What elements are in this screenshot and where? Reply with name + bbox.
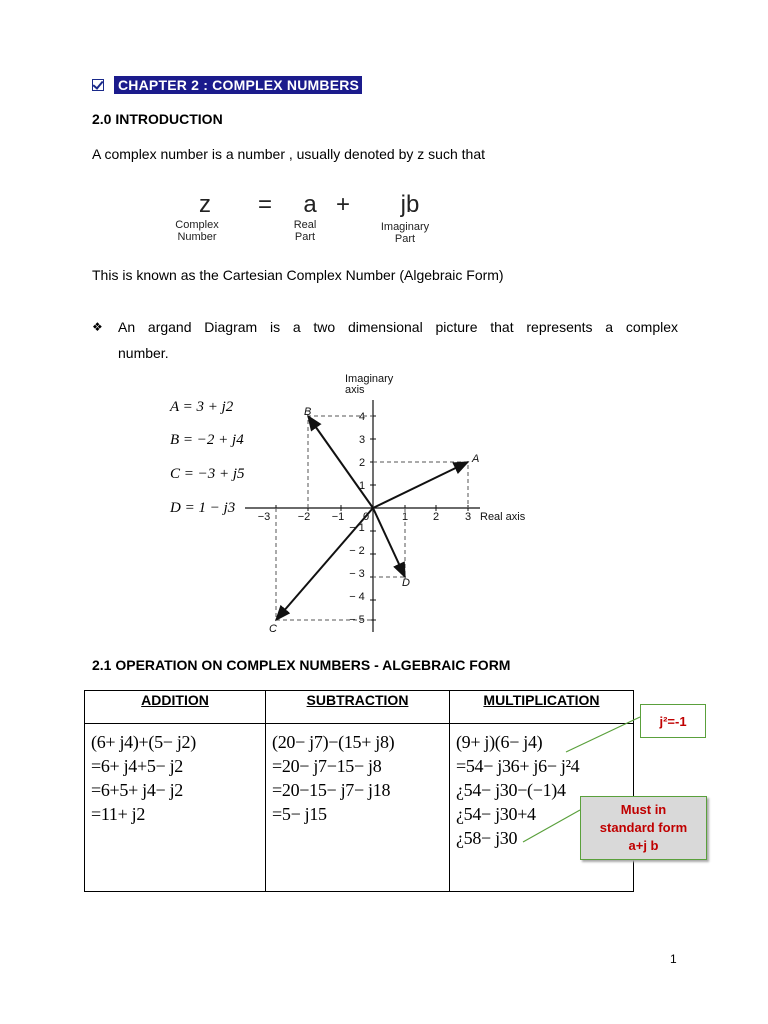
formula-plus: + (335, 191, 351, 218)
label-number: Number (177, 231, 217, 243)
point-label-b: B (304, 406, 312, 418)
connector-j2 (566, 717, 640, 752)
y-tick: 2 (358, 457, 366, 469)
point-label-d: D (402, 577, 410, 589)
y-tick: 1 (358, 480, 366, 492)
chapter-title: CHAPTER 2 : COMPLEX NUMBERS (114, 76, 362, 94)
standard-line-2: standard form (599, 820, 688, 835)
section-2-1-heading: 2.1 OPERATION ON COMPLEX NUMBERS - ALGEBRAIC FORM (92, 657, 511, 673)
formula-z: z (199, 191, 211, 218)
multiplication-line: ¿54− j30+4 (455, 804, 536, 824)
formula-eq: = (257, 191, 273, 218)
equation-d: D = 1 − j3 (170, 500, 236, 516)
multiplication-line: (9+ j)(6− j4) (455, 732, 543, 752)
y-tick: 4 (358, 411, 366, 423)
header-multiplication: MULTIPLICATION (449, 691, 633, 724)
standard-line-1: Must in (620, 802, 667, 817)
subtraction-line: =20−15− j7− j18 (272, 780, 391, 800)
formula-a: a (303, 191, 317, 218)
bullet-line-1: An argand Diagram is a two dimensional picture that represents a complex (118, 319, 678, 335)
addition-line: (6+ j4)+(5− j2) (91, 732, 196, 752)
j-squared-text: j²=-1 (659, 713, 687, 729)
y-tick: − 4 (349, 591, 365, 603)
subtraction-line: (20− j7)−(15+ j8) (272, 732, 395, 752)
equation-c: C = −3 + j5 (170, 466, 245, 482)
imag-axis-label-1: Imaginary (345, 373, 394, 385)
x-tick: 3 (464, 511, 472, 523)
equation-a: A = 3 + j2 (170, 399, 234, 415)
point-label-c: C (269, 623, 277, 635)
subtraction-line: =20− j7−15− j8 (272, 756, 382, 776)
addition-line: =6+ j4+5− j2 (91, 756, 184, 776)
subtraction-line: =5− j15 (272, 804, 327, 824)
label-imaginary: Imaginary (380, 221, 430, 233)
multiplication-line: ¿58− j30 (455, 828, 518, 848)
x-tick: −3 (257, 511, 271, 523)
x-tick: 2 (432, 511, 440, 523)
addition-line: =11+ j2 (91, 804, 146, 824)
x-tick: −1 (331, 511, 345, 523)
label-real: Real (293, 219, 317, 231)
bullet-line-2: number. (118, 345, 169, 361)
connector-standard (523, 810, 580, 842)
header-addition: ADDITION (85, 691, 266, 724)
diamond-bullet-icon: ❖ (92, 320, 103, 334)
imag-axis-label-2: axis (345, 384, 365, 396)
x-tick: −2 (297, 511, 311, 523)
multiplication-line: ¿54− j30−(−1)4 (455, 780, 566, 800)
intro-sentence: A complex number is a number , usually denoted by z such that (92, 146, 485, 162)
multiplication-line: =54− j36+ j6− j²4 (455, 756, 580, 776)
cartesian-note: This is known as the Cartesian Complex Number (Algebraic Form) (92, 267, 504, 283)
header-subtraction: SUBTRACTION (266, 691, 450, 724)
y-tick: − 1 (349, 522, 365, 534)
formula-jb: jb (400, 191, 420, 218)
standard-form-callout (580, 796, 707, 860)
y-tick: − 2 (349, 545, 365, 557)
x-tick: 0 (362, 511, 370, 523)
x-tick: 1 (401, 511, 409, 523)
point-label-a: A (472, 453, 480, 465)
intro-heading: 2.0 INTRODUCTION (92, 111, 223, 127)
y-tick: 3 (358, 434, 366, 446)
j-squared-callout (640, 704, 706, 738)
y-tick: − 3 (349, 568, 365, 580)
label-real-part: Part (294, 231, 316, 243)
page-number: 1 (670, 952, 677, 966)
equation-b: B = −2 + j4 (170, 432, 244, 448)
y-tick: − 5 (349, 614, 365, 626)
standard-line-3: a+j b (628, 838, 659, 853)
label-complex: Complex (175, 219, 219, 231)
addition-line: =6+5+ j4− j2 (91, 780, 184, 800)
label-imaginary-part: Part (394, 233, 416, 245)
real-axis-label: Real axis (480, 511, 526, 523)
